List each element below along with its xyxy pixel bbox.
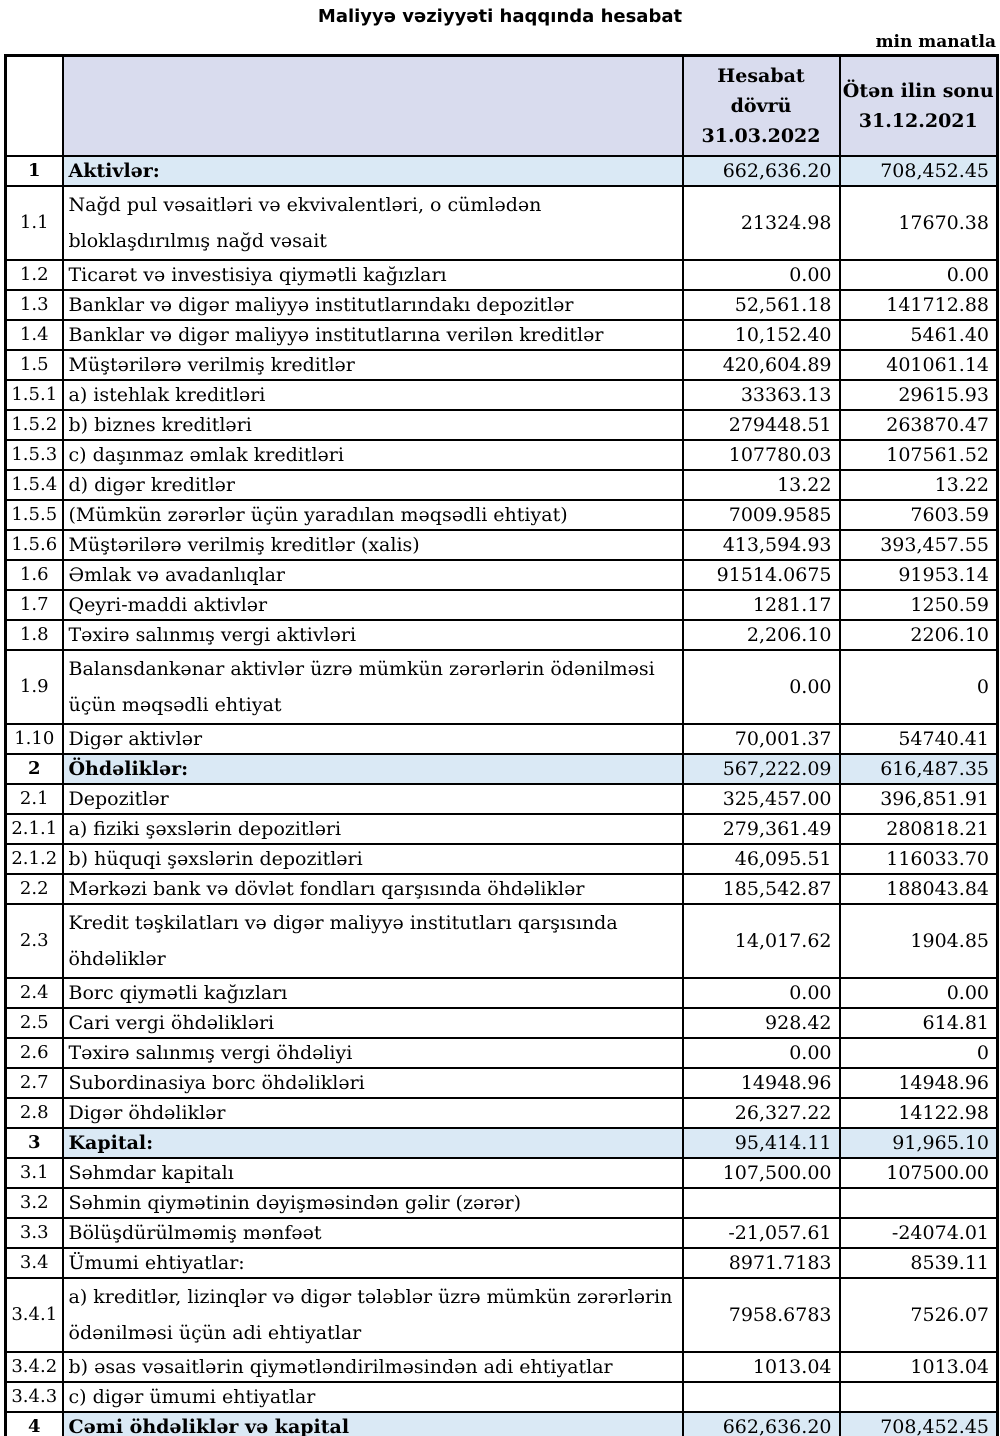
row-label: Ümumi ehtiyatlar:	[63, 1248, 683, 1278]
row-value-prior: 0.00	[840, 978, 998, 1008]
row-value-prior: 0	[840, 650, 998, 724]
table-row	[6, 560, 998, 590]
row-value-prior: 708,452.45	[840, 156, 998, 186]
row-value-current: 26,327.22	[683, 1098, 840, 1128]
table-row	[6, 1382, 998, 1412]
row-label: Nağd pul vəsaitləri və ekvivalentləri, o cümlədən bloklaşdırılmış nağd vəsait	[63, 186, 683, 260]
row-number: 1.5.3	[6, 440, 63, 470]
row-label: b) əsas vəsaitlərin qiymətləndirilməsindən adi ehtiyatlar	[63, 1352, 683, 1382]
row-value-current: 567,222.09	[683, 754, 840, 784]
table-row	[6, 320, 998, 350]
row-number: 4	[6, 1412, 63, 1436]
row-label: Cəmi öhdəliklər və kapital	[63, 1412, 683, 1436]
row-value-current: 46,095.51	[683, 844, 840, 874]
row-value-current: 7009.9585	[683, 500, 840, 530]
row-number: 2.7	[6, 1068, 63, 1098]
row-number: 1.7	[6, 590, 63, 620]
row-label: Cari vergi öhdəlikləri	[63, 1008, 683, 1038]
row-value-prior: 17670.38	[840, 186, 998, 260]
row-label: Təxirə salınmış vergi öhdəliyi	[63, 1038, 683, 1068]
row-number: 1.3	[6, 290, 63, 320]
row-value-prior: 2206.10	[840, 620, 998, 650]
row-value-current	[683, 1382, 840, 1412]
row-label: Səhmdar kapitalı	[63, 1158, 683, 1188]
row-value-prior	[840, 1382, 998, 1412]
unit-note: min manatla	[875, 32, 996, 52]
row-number: 1.5	[6, 350, 63, 380]
row-number: 3.4.2	[6, 1352, 63, 1382]
table-row	[6, 1188, 998, 1218]
row-value-prior: 91,965.10	[840, 1128, 998, 1158]
table-row	[6, 500, 998, 530]
row-number: 1.5.4	[6, 470, 63, 500]
row-label: Mərkəzi bank və dövlət fondları qarşısında öhdəliklər	[63, 874, 683, 904]
financial-position-table	[4, 54, 999, 1436]
row-value-current: 1281.17	[683, 590, 840, 620]
table-row	[6, 290, 998, 320]
row-value-current: 8971.7183	[683, 1248, 840, 1278]
row-number: 1.9	[6, 650, 63, 724]
row-value-prior: 1250.59	[840, 590, 998, 620]
table-row	[6, 874, 998, 904]
row-value-prior: 8539.11	[840, 1248, 998, 1278]
row-label: b) biznes kreditləri	[63, 410, 683, 440]
table-row	[6, 724, 998, 754]
row-value-current: 279448.51	[683, 410, 840, 440]
row-value-prior: 188043.84	[840, 874, 998, 904]
section-row	[6, 754, 998, 784]
row-value-prior: 1904.85	[840, 904, 998, 978]
row-value-prior: 107500.00	[840, 1158, 998, 1188]
row-value-prior: 91953.14	[840, 560, 998, 590]
row-number: 3.1	[6, 1158, 63, 1188]
row-number: 3	[6, 1128, 63, 1158]
row-value-prior	[840, 1188, 998, 1218]
row-label: Banklar və digər maliyyə institutlarına verilən kreditlər	[63, 320, 683, 350]
row-number: 2.1.2	[6, 844, 63, 874]
row-value-prior: 393,457.55	[840, 530, 998, 560]
row-label: d) digər kreditlər	[63, 470, 683, 500]
row-value-prior: -24074.01	[840, 1218, 998, 1248]
row-number: 3.2	[6, 1188, 63, 1218]
row-label: Müştərilərə verilmiş kreditlər (xalis)	[63, 530, 683, 560]
row-value-current: 70,001.37	[683, 724, 840, 754]
row-value-prior: 13.22	[840, 470, 998, 500]
row-number: 1.5.1	[6, 380, 63, 410]
row-number: 2.4	[6, 978, 63, 1008]
row-label: Digər öhdəliklər	[63, 1098, 683, 1128]
header-prior-period-column	[840, 56, 998, 156]
header-description-column	[63, 56, 683, 156]
row-value-current: 2,206.10	[683, 620, 840, 650]
row-value-prior: 7526.07	[840, 1278, 998, 1352]
row-value-prior: 5461.40	[840, 320, 998, 350]
row-value-current: 0.00	[683, 1038, 840, 1068]
row-label: Digər aktivlər	[63, 724, 683, 754]
row-value-current: 420,604.89	[683, 350, 840, 380]
row-number: 1.10	[6, 724, 63, 754]
table-row	[6, 1158, 998, 1188]
row-label: Kredit təşkilatları və digər maliyyə institutları qarşısında öhdəliklər	[63, 904, 683, 978]
table-row	[6, 1068, 998, 1098]
row-number: 1.6	[6, 560, 63, 590]
row-value-prior: 614.81	[840, 1008, 998, 1038]
row-label: Bölüşdürülməmiş mənfəət	[63, 1218, 683, 1248]
table-row	[6, 186, 998, 260]
row-value-prior: 280818.21	[840, 814, 998, 844]
row-number: 2.1.1	[6, 814, 63, 844]
row-label: c) daşınmaz əmlak kreditləri	[63, 440, 683, 470]
row-value-current: 662,636.20	[683, 156, 840, 186]
row-label: Öhdəliklər:	[63, 754, 683, 784]
row-value-prior: 616,487.35	[840, 754, 998, 784]
row-value-prior: 708,452.45	[840, 1412, 998, 1436]
row-value-prior: 396,851.91	[840, 784, 998, 814]
row-value-prior: 14122.98	[840, 1098, 998, 1128]
row-value-prior: 7603.59	[840, 500, 998, 530]
row-value-current: 52,561.18	[683, 290, 840, 320]
row-number: 1.1	[6, 186, 63, 260]
table-header-row	[6, 56, 998, 156]
row-number: 1.4	[6, 320, 63, 350]
row-value-prior: 401061.14	[840, 350, 998, 380]
header-current-period-column	[683, 56, 840, 156]
row-value-current: 662,636.20	[683, 1412, 840, 1436]
section-row	[6, 1412, 998, 1436]
table-row	[6, 590, 998, 620]
row-value-current: 0.00	[683, 650, 840, 724]
table-row	[6, 530, 998, 560]
current-period-date: 31.03.2022	[701, 124, 821, 147]
row-value-prior: 14948.96	[840, 1068, 998, 1098]
report-title: Maliyyə vəziyyəti haqqında hesabat	[317, 6, 683, 27]
row-label: Banklar və digər maliyyə institutlarındakı depozitlər	[63, 290, 683, 320]
row-number: 1.8	[6, 620, 63, 650]
table-row	[6, 814, 998, 844]
row-label: b) hüquqi şəxslərin depozitləri	[63, 844, 683, 874]
row-number: 1	[6, 156, 63, 186]
row-label: Səhmin qiymətinin dəyişməsindən gəlir (zərər)	[63, 1188, 683, 1218]
row-label: Əmlak və avadanlıqlar	[63, 560, 683, 590]
row-label: (Mümkün zərərlər üçün yaradılan məqsədli ehtiyat)	[63, 500, 683, 530]
prior-period-label: Ötən ilin sonu	[842, 79, 994, 102]
row-value-current: 0.00	[683, 978, 840, 1008]
table-row	[6, 844, 998, 874]
row-value-current: 91514.0675	[683, 560, 840, 590]
table-row	[6, 470, 998, 500]
row-number: 1.5.2	[6, 410, 63, 440]
row-number: 3.3	[6, 1218, 63, 1248]
row-value-current: 7958.6783	[683, 1278, 840, 1352]
row-label: a) fiziki şəxslərin depozitləri	[63, 814, 683, 844]
row-number: 1.5.5	[6, 500, 63, 530]
table-row	[6, 1218, 998, 1248]
row-label: Təxirə salınmış vergi aktivləri	[63, 620, 683, 650]
row-value-prior: 263870.47	[840, 410, 998, 440]
row-label: a) istehlak kreditləri	[63, 380, 683, 410]
row-number: 2.8	[6, 1098, 63, 1128]
table-row	[6, 1278, 998, 1352]
table-row	[6, 1008, 998, 1038]
row-value-current: 14,017.62	[683, 904, 840, 978]
table-row	[6, 1098, 998, 1128]
row-value-current: 928.42	[683, 1008, 840, 1038]
table-row	[6, 650, 998, 724]
row-number: 2.1	[6, 784, 63, 814]
table-row	[6, 350, 998, 380]
row-value-current: 185,542.87	[683, 874, 840, 904]
row-value-current: 13.22	[683, 470, 840, 500]
row-label: Borc qiymətli kağızları	[63, 978, 683, 1008]
section-row	[6, 156, 998, 186]
row-label: Qeyri-maddi aktivlər	[63, 590, 683, 620]
table-row	[6, 440, 998, 470]
section-row	[6, 1128, 998, 1158]
row-value-current	[683, 1188, 840, 1218]
row-label: Balansdankənar aktivlər üzrə mümkün zərərlərin ödənilməsi üçün məqsədli ehtiyat	[63, 650, 683, 724]
table-row	[6, 620, 998, 650]
table-row	[6, 260, 998, 290]
row-value-current: 107,500.00	[683, 1158, 840, 1188]
row-label: Kapital:	[63, 1128, 683, 1158]
row-label: Subordinasiya borc öhdəlikləri	[63, 1068, 683, 1098]
table-row	[6, 784, 998, 814]
row-label: c) digər ümumi ehtiyatlar	[63, 1382, 683, 1412]
row-value-prior: 1013.04	[840, 1352, 998, 1382]
row-number: 3.4.1	[6, 1278, 63, 1352]
table-row	[6, 1352, 998, 1382]
row-value-current: -21,057.61	[683, 1218, 840, 1248]
row-value-current: 279,361.49	[683, 814, 840, 844]
row-value-current: 1013.04	[683, 1352, 840, 1382]
row-number: 2.2	[6, 874, 63, 904]
row-value-current: 413,594.93	[683, 530, 840, 560]
row-label: Müştərilərə verilmiş kreditlər	[63, 350, 683, 380]
row-value-prior: 29615.93	[840, 380, 998, 410]
row-number: 3.4	[6, 1248, 63, 1278]
row-value-prior: 107561.52	[840, 440, 998, 470]
row-number: 2.3	[6, 904, 63, 978]
table-row	[6, 1038, 998, 1068]
row-label: Ticarət və investisiya qiymətli kağızları	[63, 260, 683, 290]
row-value-current: 0.00	[683, 260, 840, 290]
row-number: 2.6	[6, 1038, 63, 1068]
table-row	[6, 410, 998, 440]
row-value-prior: 54740.41	[840, 724, 998, 754]
row-value-current: 107780.03	[683, 440, 840, 470]
row-value-current: 14948.96	[683, 1068, 840, 1098]
row-value-current: 10,152.40	[683, 320, 840, 350]
row-value-prior: 0.00	[840, 260, 998, 290]
row-number: 1.5.6	[6, 530, 63, 560]
row-value-prior: 141712.88	[840, 290, 998, 320]
table-row	[6, 904, 998, 978]
row-value-prior: 116033.70	[840, 844, 998, 874]
row-number: 2	[6, 754, 63, 784]
table-row	[6, 978, 998, 1008]
row-label: Depozitlər	[63, 784, 683, 814]
row-number: 1.2	[6, 260, 63, 290]
row-number: 2.5	[6, 1008, 63, 1038]
prior-period-date: 31.12.2021	[858, 109, 978, 132]
row-value-current: 33363.13	[683, 380, 840, 410]
row-value-prior: 0	[840, 1038, 998, 1068]
row-label: a) kreditlər, lizinqlər və digər tələblər üzrə mümkün zərərlərin ödənilməsi üçün adi ehtiyatlar	[63, 1278, 683, 1352]
row-value-current: 21324.98	[683, 186, 840, 260]
row-label: Aktivlər:	[63, 156, 683, 186]
row-value-current: 95,414.11	[683, 1128, 840, 1158]
row-value-current: 325,457.00	[683, 784, 840, 814]
table-row	[6, 380, 998, 410]
header-number-column	[6, 56, 63, 156]
table-row	[6, 1248, 998, 1278]
current-period-label: Hesabat dövrü	[717, 64, 805, 117]
row-number: 3.4.3	[6, 1382, 63, 1412]
